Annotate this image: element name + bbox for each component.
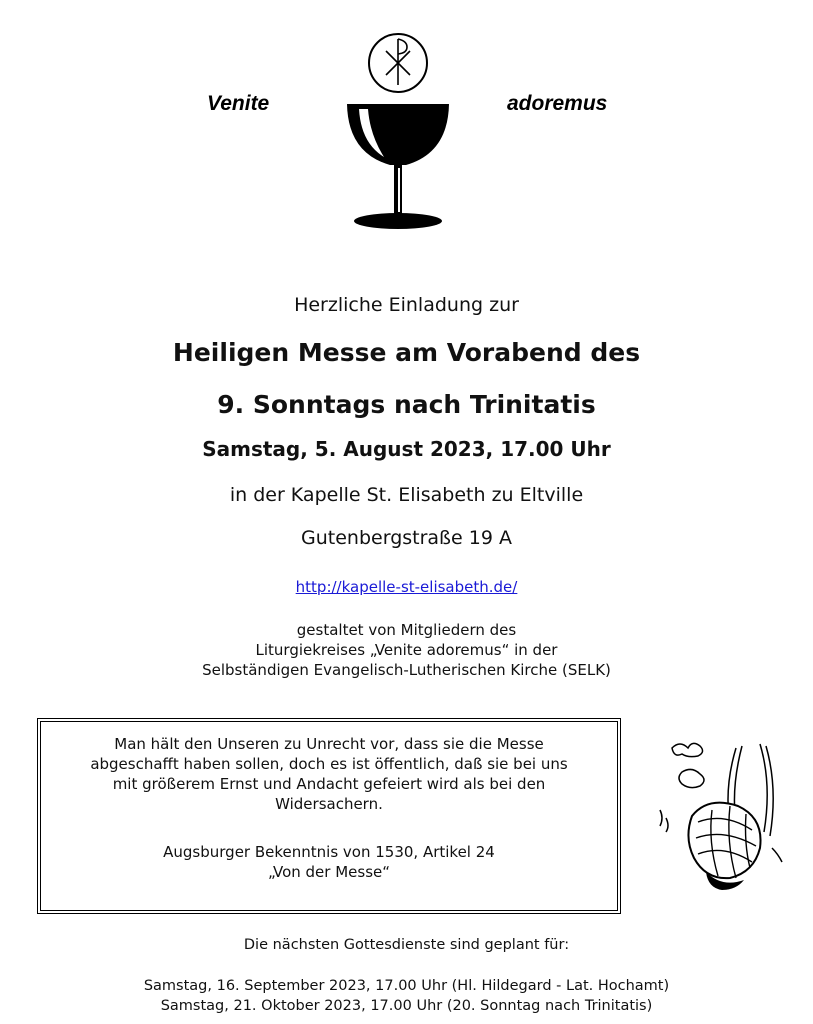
quote-line-2: abgeschafft haben sollen, doch es ist öffentlich, daß sie bei uns bbox=[90, 755, 568, 773]
page-title: Heiligen Messe am Vorabend des bbox=[172, 338, 641, 367]
organizer-line-1: gestaltet von Mitgliedern des bbox=[296, 621, 517, 639]
motto-right: adoremus bbox=[507, 92, 608, 115]
upcoming-service: Samstag, 16. September 2023, 17.00 Uhr (Hl. Hildegard - Lat. Hochamt) bbox=[143, 978, 670, 994]
event-location: in der Kapelle St. Elisabeth zu Eltville bbox=[229, 484, 584, 506]
page-subtitle: 9. Sonntags nach Trinitatis bbox=[217, 390, 596, 419]
quote-line-4: Widersachern. bbox=[275, 795, 383, 813]
invitation-intro: Herzliche Einladung zur bbox=[294, 294, 519, 316]
event-street: Gutenbergstraße 19 A bbox=[301, 527, 512, 549]
upcoming-heading: Die nächsten Gottesdienste sind geplant für: bbox=[243, 937, 570, 953]
censer-icon bbox=[652, 738, 787, 893]
quote-source: Augsburger Bekenntnis von 1530, Artikel 24 bbox=[163, 843, 495, 861]
quote-source-title: „Von der Messe“ bbox=[267, 863, 391, 881]
quote-box bbox=[37, 718, 621, 914]
website-link[interactable]: http://kapelle-st-elisabeth.de/ bbox=[295, 578, 518, 596]
chalice-icon bbox=[330, 25, 470, 240]
organizer-line-2: Liturgiekreises „Venite adoremus“ in der bbox=[255, 641, 558, 659]
upcoming-service: Samstag, 21. Oktober 2023, 17.00 Uhr (20. Sonntag nach Trinitatis) bbox=[160, 998, 653, 1014]
organizer-line-3: Selbständigen Evangelisch-Lutherischen Kirche (SELK) bbox=[202, 661, 611, 679]
quote-line-3: mit größerem Ernst und Andacht gefeiert wird als bei den bbox=[112, 775, 546, 793]
motto-left: Venite bbox=[207, 92, 270, 115]
quote-line-1: Man hält den Unseren zu Unrecht vor, dass sie die Messe bbox=[114, 735, 544, 753]
event-datetime: Samstag, 5. August 2023, 17.00 Uhr bbox=[202, 437, 611, 461]
